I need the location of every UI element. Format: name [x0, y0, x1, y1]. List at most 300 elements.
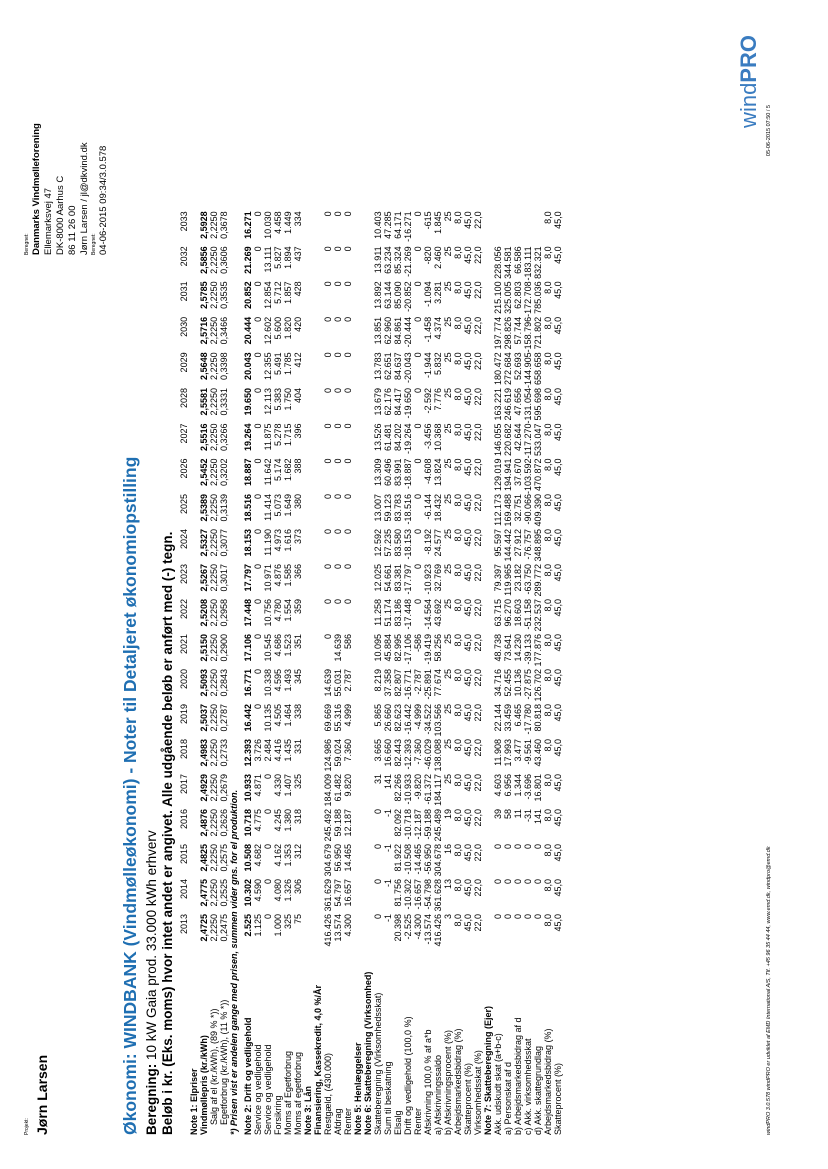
- table-cell: 14.639: [323, 669, 333, 697]
- table-row: [363, 211, 373, 1135]
- table-cell: 4.686: [273, 634, 283, 657]
- table-cell: 60.496: [383, 458, 393, 486]
- table-cell: 0: [413, 494, 423, 500]
- table-cell: 61.481: [383, 423, 393, 451]
- table-cell: 1.785: [283, 352, 293, 375]
- row-label: Drift og vedligehold (100,0 %): [403, 1016, 413, 1135]
- table-cell: 373: [293, 529, 303, 545]
- table-cell: 12.113: [263, 387, 273, 415]
- table-cell: 298.826: [503, 316, 513, 350]
- table-cell: 0: [343, 458, 353, 464]
- table-cell: [303, 599, 313, 634]
- table-cell: 45,0: [463, 529, 473, 547]
- subtitle-rest: 10 kW Gaia prod. 33.000 kWh erhverv: [144, 830, 159, 1064]
- table-cell: 2,2250: [209, 564, 219, 592]
- table-cell: 0: [333, 211, 343, 217]
- table-cell: 4.505: [273, 704, 283, 727]
- table-cell: 11.908: [493, 739, 503, 766]
- table-cell: 2,2250: [209, 634, 219, 662]
- table-row: [333, 211, 343, 1135]
- table-cell: 4.973: [273, 529, 283, 552]
- table-row: [283, 211, 293, 1135]
- table-cell: [353, 844, 363, 879]
- table-cell: 8,0: [543, 669, 553, 682]
- table-cell: 17.993: [503, 739, 513, 767]
- table-cell: [363, 844, 373, 879]
- table-row: [503, 211, 513, 1135]
- table-row: [189, 211, 199, 1135]
- table-cell: 0: [333, 564, 343, 570]
- table-cell: -17.780: [523, 704, 533, 735]
- year-header: 2024: [179, 529, 189, 550]
- table-cell: -59.188: [423, 809, 433, 840]
- year-header: 2018: [179, 739, 189, 760]
- table-cell: 404: [293, 387, 303, 403]
- table-cell: 318: [293, 809, 303, 825]
- table-cell: 45,0: [463, 352, 473, 370]
- table-cell: [313, 739, 323, 774]
- table-cell: [189, 246, 199, 281]
- table-cell: 2.460: [433, 246, 443, 269]
- table-cell: 0: [413, 387, 423, 393]
- table-cell: 17.797: [243, 564, 253, 592]
- table-cell: 0: [523, 914, 533, 920]
- table-cell: 32.751: [513, 494, 523, 522]
- table-cell: 55.031: [333, 669, 343, 697]
- table-row: [293, 211, 303, 1135]
- table-cell: 25: [443, 564, 453, 575]
- table-cell: 45,0: [463, 704, 473, 722]
- table-cell: 10.508: [243, 844, 253, 872]
- table-cell: [363, 599, 373, 634]
- table-cell: [313, 634, 323, 669]
- table-cell: [363, 669, 373, 704]
- table-cell: 0: [253, 211, 263, 217]
- phone: 86 11 26 00: [67, 205, 78, 255]
- row-label: Renter: [413, 1107, 423, 1135]
- table-cell: 138.088: [433, 739, 443, 772]
- row-label: Moms af Egetforbrug: [283, 1050, 293, 1135]
- windpro-logo: [736, 35, 762, 128]
- table-cell: 14.465: [343, 844, 353, 872]
- calc-label: Beregnet:: [91, 233, 97, 255]
- table-cell: [353, 914, 363, 949]
- table-cell: 45,0: [463, 458, 473, 476]
- row-label: a) Personskat af d: [503, 1061, 513, 1135]
- table-cell: 13.851: [373, 316, 383, 345]
- table-row: [533, 211, 543, 1135]
- row-label: Skatteprocent (%): [463, 1062, 473, 1135]
- table-cell: [313, 423, 323, 458]
- table-cell: -14.465: [413, 844, 423, 875]
- row-label: Arbejdsmarkedsbidrag (%): [453, 1028, 463, 1135]
- table-cell: [353, 211, 363, 246]
- row-label: Akk. udskudt skat (a+b-c): [493, 1033, 503, 1135]
- table-cell: 0: [413, 246, 423, 252]
- table-cell: 5.491: [273, 352, 283, 375]
- table-cell: 45,0: [553, 316, 563, 335]
- table-cell: 2,5648: [199, 352, 209, 380]
- table-cell: -144.905: [523, 352, 533, 388]
- table-cell: 22,0: [473, 669, 483, 687]
- table-cell: -10.508: [403, 844, 413, 875]
- table-cell: -9.561: [523, 739, 533, 765]
- table-cell: 79.397: [493, 564, 503, 592]
- table-cell: 0: [343, 352, 353, 358]
- table-cell: 0,2475: [219, 914, 229, 942]
- table-cell: 55.316: [333, 704, 343, 732]
- table-cell: -1.944: [423, 352, 433, 378]
- table-cell: 9.820: [343, 774, 353, 797]
- table-row: [513, 211, 523, 1135]
- table-cell: -9.820: [413, 774, 423, 800]
- table-cell: 420: [293, 316, 303, 332]
- table-row: [253, 211, 263, 1135]
- table-cell: 45,0: [553, 494, 563, 512]
- table-cell: -17.797: [403, 564, 413, 595]
- row-label: Moms af egetforbrug: [293, 1051, 303, 1135]
- year-header: 2033: [179, 211, 189, 232]
- table-cell: 721.802: [533, 316, 543, 350]
- table-cell: [189, 914, 199, 949]
- table-cell: 0: [253, 246, 263, 252]
- table-cell: 16.657: [343, 879, 353, 907]
- logo-wind: wind: [736, 82, 761, 128]
- table-cell: 0: [373, 879, 383, 885]
- table-cell: 63.715: [493, 599, 503, 627]
- table-cell: 18.432: [433, 494, 443, 522]
- table-cell: 18.153: [243, 529, 253, 557]
- table-cell: 0: [333, 352, 343, 358]
- table-row: [199, 211, 209, 1135]
- table-cell: 57.235: [383, 529, 393, 557]
- row-label: Vindmøllepris (kr./kWh): [199, 1035, 209, 1135]
- table-cell: -18.153: [403, 529, 413, 560]
- table-cell: [303, 352, 313, 388]
- table-cell: 7.360: [343, 739, 353, 762]
- table-cell: 6.465: [513, 704, 523, 727]
- table-cell: [483, 844, 493, 879]
- table-cell: 25: [443, 739, 453, 750]
- table-cell: 0: [343, 599, 353, 605]
- year-header: 2023: [179, 564, 189, 585]
- table-cell: 21.269: [243, 246, 253, 274]
- table-cell: 25: [443, 211, 453, 222]
- table-cell: 45,0: [553, 211, 563, 229]
- year-header: 2025: [179, 494, 189, 515]
- footer-page: 05-06-2015 07:50 / 5: [766, 105, 772, 157]
- table-cell: 215.100: [493, 281, 503, 314]
- table-cell: 10.135: [263, 704, 273, 732]
- table-cell: [313, 494, 323, 529]
- table-cell: 25: [443, 704, 453, 715]
- table-cell: 533.047: [533, 423, 543, 457]
- table-cell: 13.111: [263, 246, 273, 273]
- table-cell: 1.407: [283, 774, 293, 797]
- table-cell: 0: [413, 316, 423, 322]
- table-cell: 59.188: [333, 809, 343, 837]
- table-cell: 1.894: [283, 246, 293, 269]
- year-header: 2015: [179, 844, 189, 865]
- table-cell: 0: [533, 914, 543, 920]
- table-cell: 8,0: [453, 316, 463, 330]
- table-cell: 45,0: [553, 599, 563, 617]
- table-cell: 0: [523, 844, 533, 850]
- table-cell: 25: [443, 352, 453, 363]
- table-cell: 6.956: [503, 774, 513, 797]
- table-cell: [189, 529, 199, 564]
- table-cell: [303, 914, 313, 949]
- table-cell: -586: [413, 634, 423, 653]
- table-cell: 63.234: [383, 246, 393, 274]
- table-cell: [483, 246, 493, 281]
- table-cell: [303, 564, 313, 599]
- table-cell: 25: [443, 281, 453, 292]
- table-cell: -10.718: [403, 809, 413, 840]
- table-cell: 18.516: [243, 494, 253, 522]
- table-cell: [189, 634, 199, 669]
- table-cell: 51.174: [383, 599, 393, 627]
- table-cell: 83.186: [393, 599, 403, 627]
- table-cell: 85.090: [393, 281, 403, 309]
- table-cell: 19.264: [243, 423, 253, 451]
- table-cell: 2,5785: [199, 281, 209, 309]
- table-cell: 169.488: [503, 494, 513, 527]
- table-cell: 437: [293, 246, 303, 262]
- table-cell: [353, 809, 363, 844]
- table-cell: 304.678: [433, 844, 443, 877]
- header-label-cell: [179, 949, 189, 1135]
- table-row: [543, 211, 553, 1135]
- table-cell: 2.787: [343, 669, 353, 692]
- table-cell: -172.708: [523, 281, 533, 317]
- table-cell: [189, 739, 199, 774]
- table-cell: 10.338: [263, 669, 273, 697]
- table-cell: 8,0: [543, 281, 553, 294]
- table-cell: 10.933: [243, 774, 253, 802]
- table-cell: [533, 211, 543, 246]
- year-header: 2026: [179, 458, 189, 479]
- table-row: [523, 211, 533, 1135]
- table-cell: 0: [343, 316, 353, 322]
- table-cell: 0: [253, 458, 263, 464]
- table-cell: [363, 423, 373, 458]
- table-cell: [303, 388, 313, 424]
- table-cell: 59.123: [383, 494, 393, 522]
- row-label: *) Prisen vist er andelen gange med prisen, summen vider gns. for el produktion.: [229, 789, 239, 1135]
- table-cell: 0: [373, 809, 383, 815]
- table-cell: -20.852: [403, 281, 413, 312]
- table-cell: 0: [333, 387, 343, 393]
- table-cell: [363, 246, 373, 281]
- table-cell: 22,0: [473, 774, 483, 792]
- table-cell: 0: [493, 879, 503, 885]
- table-cell: 13.526: [373, 423, 383, 451]
- table-cell: [303, 211, 313, 246]
- table-cell: 8,0: [453, 246, 463, 259]
- table-cell: 5.832: [433, 352, 443, 375]
- table-cell: [483, 423, 493, 458]
- table-cell: [363, 704, 373, 739]
- table-cell: 0: [333, 529, 343, 535]
- table-cell: 2,2250: [209, 774, 219, 802]
- table-cell: [303, 494, 313, 529]
- table-cell: 45,0: [553, 281, 563, 299]
- table-cell: 10.095: [373, 634, 383, 662]
- year-header: 2030: [179, 316, 189, 337]
- table-cell: [363, 317, 373, 353]
- table-cell: [483, 599, 493, 634]
- table-cell: 1.449: [283, 211, 293, 234]
- table-cell: 306: [293, 879, 303, 895]
- table-cell: 58: [503, 809, 513, 820]
- table-cell: 1.000: [273, 914, 283, 937]
- table-cell: [363, 352, 373, 388]
- table-cell: 52.455: [503, 669, 513, 697]
- table-cell: 13.892: [373, 281, 383, 309]
- table-cell: 5.600: [273, 316, 283, 340]
- table-cell: [483, 774, 493, 809]
- table-cell: 2,5516: [199, 423, 209, 451]
- table-cell: 0: [413, 352, 423, 358]
- table-cell: 20.043: [243, 352, 253, 380]
- table-cell: -31: [523, 809, 533, 823]
- table-cell: 81.756: [393, 879, 403, 907]
- table-cell: 22,0: [473, 809, 483, 827]
- table-cell: [189, 669, 199, 704]
- contact: Jørn Larsen / jl@dkvind.dk: [79, 142, 90, 255]
- table-cell: 1.464: [283, 704, 293, 727]
- table-cell: 4.458: [273, 211, 283, 234]
- table-cell: -131.054: [523, 387, 533, 424]
- table-cell: 45,0: [553, 352, 563, 370]
- row-label: a) Afskrivningssaldo: [433, 1054, 443, 1135]
- table-cell: 0: [333, 599, 343, 605]
- table-cell: 62.651: [383, 352, 393, 380]
- table-cell: [353, 879, 363, 914]
- table-cell: 141: [383, 774, 393, 790]
- table-cell: 0: [413, 211, 423, 217]
- table-cell: 228.056: [493, 246, 503, 279]
- table-cell: 10.368: [433, 423, 443, 451]
- table-cell: 0: [533, 879, 543, 885]
- table-cell: 388: [293, 458, 303, 474]
- table-cell: 246.619: [503, 387, 513, 421]
- table-row: [273, 211, 283, 1135]
- table-cell: 12.854: [263, 281, 273, 309]
- table-cell: 2,2250: [209, 387, 219, 416]
- table-cell: [303, 879, 313, 914]
- table-cell: 272.684: [503, 352, 513, 385]
- table-cell: [313, 774, 323, 809]
- table-cell: 8,0: [453, 774, 463, 787]
- table-cell: -16.771: [403, 669, 413, 700]
- table-cell: 31: [373, 774, 383, 785]
- table-cell: 16.771: [243, 669, 253, 697]
- table-cell: 1.554: [283, 599, 293, 622]
- table-cell: -10.923: [423, 564, 433, 595]
- table-cell: [483, 669, 493, 704]
- table-cell: 8,0: [543, 564, 553, 577]
- table-cell: 0,2900: [219, 634, 229, 662]
- table-row: [403, 211, 413, 1135]
- table-cell: 8,0: [453, 634, 463, 647]
- table-cell: 8,0: [543, 211, 553, 224]
- table-cell: 0: [253, 529, 263, 535]
- table-cell: [483, 529, 493, 564]
- table-cell: 312: [293, 844, 303, 860]
- table-cell: [363, 211, 373, 246]
- year-header: 2022: [179, 599, 189, 620]
- table-cell: 0: [253, 387, 263, 393]
- table-cell: 77.674: [433, 669, 443, 697]
- table-cell: 2,2250: [209, 879, 219, 907]
- year-header: 2028: [179, 387, 189, 408]
- table-cell: [313, 529, 323, 564]
- calc-date: 04-06-2015 09:34/3.0.578: [98, 145, 109, 255]
- table-cell: 22,0: [473, 387, 483, 406]
- table-cell: [503, 211, 513, 246]
- table-cell: -19.419: [423, 634, 433, 665]
- row-label: Service og vedligehold: [253, 1044, 263, 1135]
- table-cell: 0,2787: [219, 704, 229, 732]
- table-cell: 2,2250: [209, 844, 219, 872]
- table-cell: 22.144: [493, 704, 503, 732]
- table-cell: 2,5037: [199, 704, 209, 732]
- table-cell: [353, 494, 363, 529]
- table-cell: 8,0: [543, 423, 553, 436]
- table-cell: 177.876: [533, 634, 543, 667]
- table-cell: 12.393: [243, 739, 253, 767]
- table-cell: 1.125: [253, 914, 263, 937]
- table-cell: 0: [373, 844, 383, 850]
- table-cell: 1.326: [283, 879, 293, 902]
- table-cell: 45,0: [553, 246, 563, 264]
- table-cell: [189, 844, 199, 879]
- table-cell: -6.144: [423, 494, 433, 520]
- table-cell: [353, 564, 363, 599]
- table-cell: 16.271: [243, 211, 253, 239]
- table-cell: 0: [503, 844, 513, 850]
- table-cell: 245.489: [433, 809, 443, 842]
- table-cell: 0: [253, 494, 263, 500]
- table-cell: [313, 564, 323, 599]
- table-cell: 22,0: [473, 704, 483, 722]
- table-cell: 63.144: [383, 281, 393, 309]
- table-cell: 396: [293, 423, 303, 439]
- table-cell: 45,0: [463, 246, 473, 264]
- notes-table: [179, 211, 563, 1135]
- row-label: Forsikring: [273, 1095, 283, 1135]
- table-cell: 412: [293, 352, 303, 368]
- table-cell: -12.393: [403, 739, 413, 770]
- table-cell: 325: [283, 914, 293, 930]
- row-label: Afdrag: [333, 1108, 343, 1135]
- table-row: [323, 211, 333, 1135]
- table-cell: 85.324: [393, 246, 403, 274]
- table-cell: 11.875: [263, 423, 273, 451]
- table-cell: [493, 211, 503, 246]
- table-cell: 658.658: [533, 352, 543, 385]
- project-name: Jørn Larsen: [34, 1054, 50, 1135]
- table-cell: 338: [293, 704, 303, 720]
- table-cell: -4.300: [413, 914, 423, 940]
- table-cell: 2,5716: [199, 316, 209, 345]
- table-cell: 22,0: [473, 281, 483, 299]
- table-cell: 18.887: [243, 458, 253, 486]
- table-cell: [313, 809, 323, 844]
- table-cell: 2,2250: [209, 316, 219, 345]
